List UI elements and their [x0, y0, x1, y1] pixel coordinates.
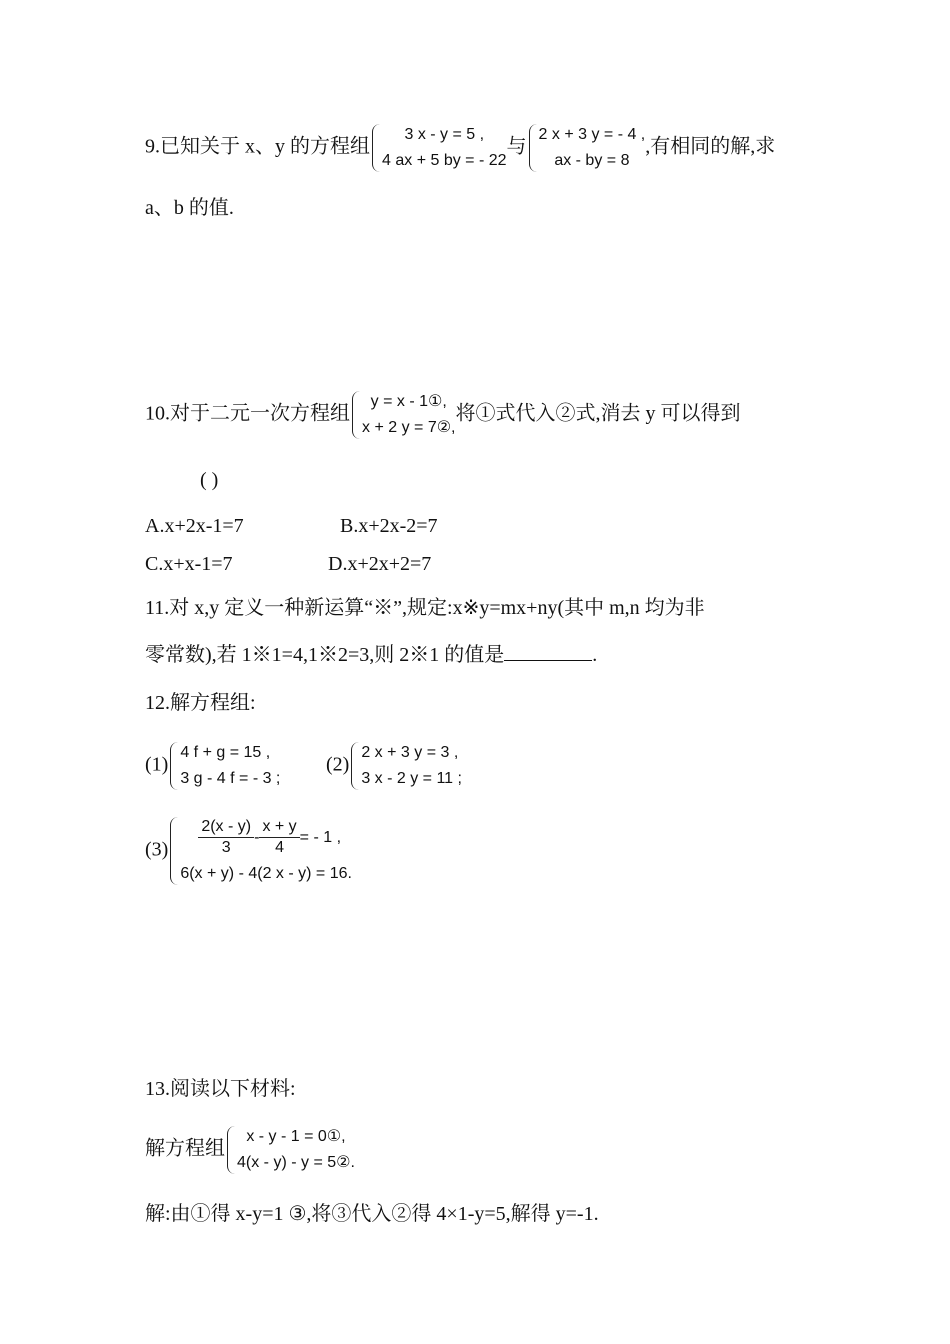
q10-option-a: A.x+2x-1=7: [145, 515, 244, 537]
q12-part1-system: [168, 740, 280, 792]
q9-system-2: [527, 122, 646, 174]
q13-title: 13.阅读以下材料:: [145, 1078, 296, 1100]
q12-part1-eq2: 3 g - 4 f = - 3 ;: [180, 770, 281, 787]
q12-part3-eq2: 6(x + y) - 4(2 x - y) = 16.: [180, 865, 352, 882]
q11-line2-text: 零常数),若 1※1=4,1※2=3,则 2※1 的值是: [145, 644, 505, 666]
q9-line1: [145, 122, 775, 174]
q10-option-b: B.x+2x-2=7: [340, 515, 438, 537]
q10-suffix: 将①式代入②式,消去 y 可以得到: [455, 402, 741, 425]
q9-system-2-eq1: 2 x + 3 y = - 4 ,: [538, 126, 646, 143]
q12-part3-fraction-2: [259, 817, 299, 858]
q11-period: .: [592, 644, 598, 666]
q9-suffix: ,有相同的解,求: [645, 135, 776, 158]
q10-option-d: D.x+2x+2=7: [328, 553, 432, 575]
q12-part1-label: (1): [145, 753, 169, 776]
q12-part3-fraction-1-den: 3: [221, 839, 231, 857]
q12-part3-label: (3): [145, 838, 169, 861]
q12-part2-eq2: 3 x - 2 y = 11 ;: [361, 770, 462, 787]
q10-system-eq1: y = x - 1①,: [370, 393, 447, 410]
q12-part3-fraction-2-den: 4: [275, 839, 284, 857]
q12-part1-eq1: 4 f + g = 15 ,: [180, 744, 271, 761]
q12-part1: [145, 740, 280, 792]
q13-system-eq1: x - y - 1 = 0①,: [246, 1128, 346, 1145]
q12-part3-fraction-1: [198, 817, 254, 858]
q12-part2-eq1: 2 x + 3 y = 3 ,: [361, 744, 459, 761]
q12-part3: [145, 815, 352, 887]
q10-system: [350, 389, 456, 441]
q10-answer-paren: ( ): [200, 469, 219, 491]
q12-part2-system: [349, 740, 462, 792]
q11-line2: [145, 642, 597, 668]
q12-part3-fraction-1-num: 2(x - y): [198, 817, 254, 838]
q12-title: 12.解方程组:: [145, 692, 256, 714]
q13-system-line: [145, 1124, 355, 1176]
q9-system-1: [370, 122, 507, 174]
q10-prefix: 10.对于二元一次方程组: [145, 402, 350, 425]
q12-part2-label: (2): [326, 753, 350, 776]
q9-prefix: 9.已知关于 x、y 的方程组: [145, 135, 370, 158]
q11-answer-blank: [504, 642, 592, 661]
q13-prefix: 解方程组: [145, 1137, 225, 1160]
q13-system-eq2: 4(x - y) - y = 5②.: [237, 1154, 355, 1171]
q11-line1: 11.对 x,y 定义一种新运算“※”,规定:x※y=mx+ny(其中 m,n 均为非: [145, 597, 705, 619]
q12-part2: [326, 740, 462, 792]
q12-part3-fraction-2-num: x + y: [259, 817, 299, 838]
q12-part3-eq1: [180, 815, 352, 861]
q9-line2: a、b 的值.: [145, 197, 234, 219]
q9-system-1-eq1: 3 x - y = 5 ,: [404, 126, 485, 143]
q12-part3-system: [168, 815, 352, 887]
q10-system-eq2: x + 2 y = 7②,: [362, 419, 456, 436]
q13-system: [225, 1124, 355, 1176]
q9-system-2-eq2: ax - by = 8: [554, 152, 630, 169]
q10-option-c: C.x+x-1=7: [145, 553, 233, 575]
q10-line1: [145, 389, 741, 441]
q9-connector: 与: [506, 135, 527, 158]
q13-solution: 解:由①得 x-y=1 ③,将③代入②得 4×1-y=5,解得 y=-1.: [145, 1203, 599, 1225]
q12-part3-rhs: = - 1 ,: [299, 829, 342, 846]
q9-system-1-eq2: 4 ax + 5 by = - 22: [382, 152, 507, 169]
q12-part3-minus: -: [254, 829, 260, 846]
